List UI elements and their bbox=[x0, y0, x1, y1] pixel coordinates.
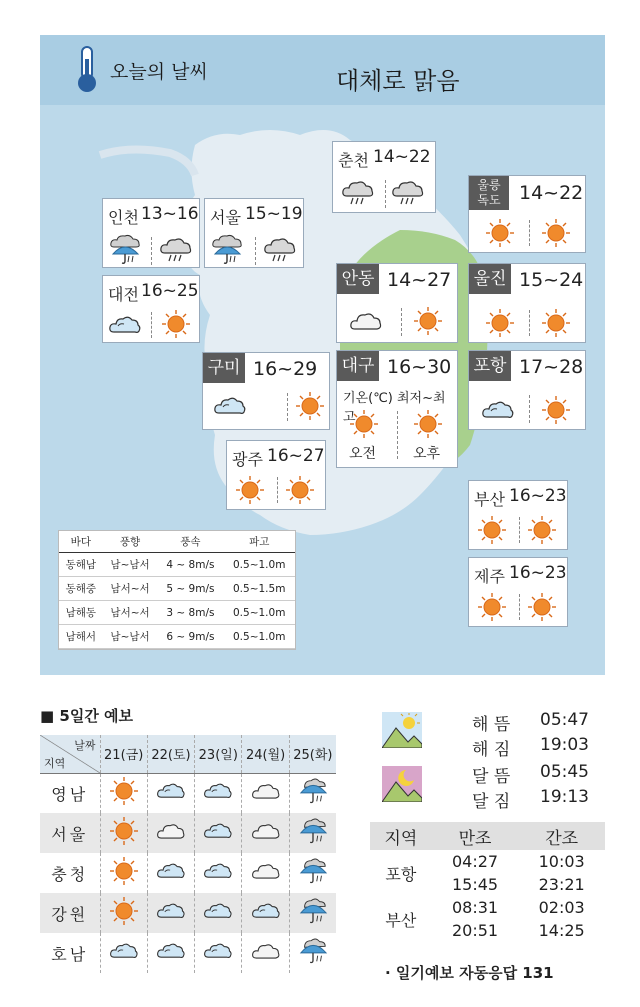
partly-cloudy-icon bbox=[156, 859, 186, 883]
sun-icon bbox=[161, 309, 191, 339]
sun-icon bbox=[527, 592, 557, 622]
forecast-row bbox=[40, 933, 336, 973]
city-temps: 16~29 bbox=[253, 358, 318, 380]
moonrise-label: 달 뜸 bbox=[472, 767, 511, 787]
cloudy-icon bbox=[251, 859, 281, 883]
sea-row bbox=[59, 577, 295, 601]
sea-row bbox=[59, 625, 295, 649]
forecast-cell bbox=[195, 773, 242, 813]
corner-date-label: 날짜 bbox=[74, 739, 96, 752]
forecast-cell bbox=[100, 893, 147, 933]
forecast-cell bbox=[147, 773, 194, 813]
sunset-time: 19:03 bbox=[540, 735, 589, 755]
city-card-ulleung bbox=[468, 175, 586, 253]
city-name: 제주 bbox=[474, 567, 505, 586]
city-tag: 울진 bbox=[469, 264, 511, 294]
pm-label: 오후 bbox=[413, 446, 441, 462]
sea-header: 파고 bbox=[223, 531, 295, 553]
rain-icon bbox=[297, 896, 329, 926]
rain-icon bbox=[297, 816, 329, 846]
partly-cloudy-icon bbox=[109, 939, 139, 963]
city-name: 인천 bbox=[108, 208, 139, 227]
rain-icon bbox=[210, 234, 244, 266]
sea-cell: 5 ~ 9m/s bbox=[157, 577, 223, 601]
tide-header: 지역 bbox=[370, 822, 432, 850]
sun-icon bbox=[477, 515, 507, 545]
city-card-busan bbox=[468, 480, 568, 550]
sea-cell: 0.5~1.0m bbox=[223, 601, 295, 625]
city-temps: 16~25 bbox=[141, 281, 199, 301]
partly-cloudy-icon bbox=[213, 393, 247, 419]
forecast-cell bbox=[147, 893, 194, 933]
tide-region: 부산 bbox=[385, 910, 417, 930]
forecast-date: 23(일) bbox=[195, 735, 242, 773]
city-tag: 포항 bbox=[469, 351, 511, 381]
city-temps: 15~19 bbox=[245, 204, 303, 224]
forecast-date: 25(화) bbox=[289, 735, 336, 773]
forecast-row bbox=[40, 773, 336, 813]
cloudy-icon bbox=[251, 939, 281, 963]
tide-high: 15:45 bbox=[451, 875, 499, 894]
sun-icon bbox=[541, 218, 571, 248]
divider bbox=[151, 237, 152, 265]
forecast-cell bbox=[289, 773, 336, 813]
partly-cloudy-icon bbox=[203, 819, 233, 843]
partly-cloudy-icon bbox=[156, 779, 186, 803]
divider bbox=[287, 393, 288, 421]
sun-icon bbox=[477, 592, 507, 622]
forecast-row bbox=[40, 853, 336, 893]
cloudy-icon bbox=[251, 819, 281, 843]
sun-icon bbox=[235, 475, 265, 505]
sun-icon bbox=[413, 306, 443, 336]
forecast-row bbox=[40, 813, 336, 853]
sea-conditions-table bbox=[58, 530, 296, 650]
sun-icon bbox=[413, 409, 443, 439]
city-card-daejeon bbox=[102, 275, 200, 343]
forecast-region: 영남 bbox=[51, 784, 89, 804]
city-temps: 13~16 bbox=[141, 204, 199, 224]
city-card-incheon bbox=[102, 198, 200, 268]
forecast-row bbox=[40, 893, 336, 933]
divider bbox=[151, 312, 152, 338]
moonset-time: 19:13 bbox=[540, 787, 589, 807]
divider bbox=[385, 180, 386, 208]
storm-icon bbox=[159, 235, 193, 265]
city-name: 대전 bbox=[108, 285, 139, 304]
sea-cell: 남서~서 bbox=[103, 601, 158, 625]
forecast-cell bbox=[100, 773, 147, 813]
forecast-cell bbox=[100, 813, 147, 853]
divider bbox=[255, 237, 256, 265]
tide-low: 14:25 bbox=[538, 921, 585, 940]
sea-cell: 3 ~ 8m/s bbox=[157, 601, 223, 625]
forecast-cell bbox=[195, 893, 242, 933]
tide-low: 23:21 bbox=[538, 875, 585, 894]
city-temps: 15~24 bbox=[519, 269, 584, 291]
partly-cloudy-icon bbox=[203, 899, 233, 923]
city-temps: 14~22 bbox=[519, 182, 584, 204]
storm-icon bbox=[391, 178, 425, 208]
cloudy-icon bbox=[156, 819, 186, 843]
forecast-cell bbox=[242, 813, 289, 853]
sea-cell: 동해중 bbox=[59, 577, 103, 601]
sun-icon bbox=[485, 308, 515, 338]
sun-icon bbox=[541, 308, 571, 338]
tide-low: 02:03 bbox=[538, 898, 585, 917]
city-card-daegu bbox=[336, 350, 458, 468]
sea-cell: 0.5~1.0m bbox=[223, 625, 295, 649]
header-title-left: 오늘의 날씨 bbox=[110, 61, 208, 83]
storm-icon bbox=[263, 235, 297, 265]
sea-cell: 남~남서 bbox=[103, 625, 158, 649]
tide-low: 10:03 bbox=[538, 852, 585, 871]
divider bbox=[397, 411, 398, 459]
city-tag: 대구 bbox=[337, 351, 379, 381]
sea-row bbox=[59, 601, 295, 625]
am-label: 오전 bbox=[349, 446, 377, 462]
tide-header-row bbox=[370, 822, 605, 850]
partly-cloudy-icon bbox=[108, 312, 142, 338]
city-card-andong bbox=[336, 263, 458, 343]
storm-icon bbox=[341, 178, 375, 208]
forecast-region: 서울 bbox=[40, 813, 100, 853]
sea-cell: 4 ~ 8m/s bbox=[157, 553, 223, 577]
divider bbox=[529, 220, 530, 246]
city-card-seoul bbox=[204, 198, 304, 268]
forecast-table bbox=[40, 735, 336, 973]
partly-cloudy-icon bbox=[203, 859, 233, 883]
divider bbox=[519, 517, 520, 543]
sunrise-label: 해 뜸 bbox=[472, 715, 511, 735]
city-temps: 16~27 bbox=[267, 446, 325, 466]
forecast-cell bbox=[147, 813, 194, 853]
sunrise-time: 05:47 bbox=[540, 710, 589, 730]
forecast-title: ■ 5일간 예보 bbox=[40, 707, 134, 725]
forecast-cell bbox=[289, 893, 336, 933]
sun-icon bbox=[349, 409, 379, 439]
sun-icon bbox=[109, 816, 139, 846]
moonrise-time: 05:45 bbox=[540, 762, 589, 782]
city-tag: 구미 bbox=[203, 353, 245, 383]
forecast-date: 22(토) bbox=[147, 735, 194, 773]
city-temps: 16~23 bbox=[509, 563, 567, 583]
moon-icon bbox=[382, 766, 422, 802]
sea-row bbox=[59, 553, 295, 577]
forecast-cell bbox=[242, 933, 289, 973]
partly-cloudy-icon bbox=[481, 397, 515, 423]
sun-icon bbox=[109, 896, 139, 926]
forecast-cell bbox=[242, 893, 289, 933]
sunset-label: 해 짐 bbox=[472, 740, 511, 760]
divider bbox=[519, 594, 520, 620]
sun-icon bbox=[295, 391, 325, 421]
city-tag-line-1: 울릉 bbox=[477, 178, 501, 192]
forecast-cell bbox=[242, 853, 289, 893]
city-name: 서울 bbox=[210, 208, 241, 227]
forecast-cell bbox=[147, 933, 194, 973]
forecast-header-row bbox=[40, 735, 336, 773]
city-temps: 14~22 bbox=[373, 147, 431, 167]
forecast-cell bbox=[289, 853, 336, 893]
sun-icon bbox=[109, 776, 139, 806]
sea-cell: 남서~서 bbox=[103, 577, 158, 601]
moonset-label: 달 짐 bbox=[472, 792, 511, 812]
city-card-chuncheon bbox=[332, 141, 436, 213]
forecast-date: 24(월) bbox=[242, 735, 289, 773]
sea-cell: 동해남 bbox=[59, 553, 103, 577]
city-card-pohang bbox=[468, 350, 586, 430]
forecast-cell bbox=[195, 853, 242, 893]
sea-header: 풍향 bbox=[103, 531, 158, 553]
city-temps: 17~28 bbox=[519, 356, 584, 378]
forecast-cell bbox=[147, 853, 194, 893]
sun-icon bbox=[109, 856, 139, 886]
sea-cell: 남~남서 bbox=[103, 553, 158, 577]
divider bbox=[529, 395, 530, 423]
city-card-uljin bbox=[468, 263, 586, 343]
sea-cell: 0.5~1.5m bbox=[223, 577, 295, 601]
tide-high: 04:27 bbox=[451, 852, 499, 871]
city-name: 광주 bbox=[232, 450, 263, 469]
rain-icon bbox=[297, 856, 329, 886]
tide-header: 간조 bbox=[518, 822, 605, 850]
forecast-cell bbox=[100, 933, 147, 973]
forecast-corner bbox=[40, 735, 100, 773]
forecast-cell bbox=[289, 813, 336, 853]
city-name: 부산 bbox=[474, 490, 505, 509]
sea-header-row bbox=[59, 531, 295, 553]
cloudy-icon bbox=[349, 308, 383, 334]
forecast-cell bbox=[100, 853, 147, 893]
partly-cloudy-icon bbox=[203, 939, 233, 963]
tide-region: 포항 bbox=[385, 864, 417, 884]
city-card-jeju bbox=[468, 557, 568, 627]
forecast-region: 호남 bbox=[51, 944, 89, 964]
tide-table bbox=[370, 822, 605, 942]
forecast-cell bbox=[195, 933, 242, 973]
sea-header: 풍속 bbox=[157, 531, 223, 553]
tide-row bbox=[370, 896, 605, 919]
divider bbox=[277, 477, 278, 503]
partly-cloudy-icon bbox=[156, 939, 186, 963]
city-tag-line-2: 독도 bbox=[477, 193, 501, 207]
city-temps: 16~30 bbox=[387, 356, 452, 378]
city-temps: 14~27 bbox=[387, 269, 452, 291]
forecast-region: 충청 bbox=[51, 864, 89, 884]
divider bbox=[401, 308, 402, 336]
rain-icon bbox=[297, 936, 329, 966]
city-name: 춘천 bbox=[338, 151, 369, 170]
sea-header: 바다 bbox=[59, 531, 103, 553]
divider bbox=[529, 310, 530, 336]
temperature-legend: 기온(℃) 최저~최고 bbox=[343, 391, 446, 425]
rain-icon bbox=[297, 776, 329, 806]
sea-cell: 0.5~1.0m bbox=[223, 553, 295, 577]
sun-icon bbox=[527, 515, 557, 545]
sun-icon bbox=[285, 475, 315, 505]
city-card-gwangju bbox=[226, 440, 326, 510]
city-temps: 16~23 bbox=[509, 486, 567, 506]
sun-icon bbox=[541, 395, 571, 425]
sunrise-icon bbox=[382, 712, 422, 748]
forecast-date: 21(금) bbox=[100, 735, 147, 773]
corner-region-label: 지역 bbox=[44, 756, 66, 770]
weather-map-panel bbox=[40, 35, 605, 675]
thermometer-icon bbox=[72, 45, 102, 95]
partly-cloudy-icon bbox=[251, 899, 281, 923]
sea-cell: 남해서 bbox=[59, 625, 103, 649]
rain-icon bbox=[108, 234, 142, 266]
city-tag: 안동 bbox=[337, 264, 379, 294]
forecast-hotline: · 일기예보 자동응답 131 bbox=[385, 964, 554, 982]
cloudy-icon bbox=[251, 779, 281, 803]
tide-high: 20:51 bbox=[451, 921, 499, 940]
tide-header: 만조 bbox=[432, 822, 519, 850]
tide-row bbox=[370, 850, 605, 873]
city-tag bbox=[469, 176, 509, 210]
city-card-gumi bbox=[202, 352, 330, 430]
sea-cell: 6 ~ 9m/s bbox=[157, 625, 223, 649]
tide-high: 08:31 bbox=[451, 898, 499, 917]
partly-cloudy-icon bbox=[156, 899, 186, 923]
forecast-cell bbox=[289, 933, 336, 973]
sun-icon bbox=[485, 218, 515, 248]
sea-cell: 남해동 bbox=[59, 601, 103, 625]
forecast-cell bbox=[242, 773, 289, 813]
forecast-region: 강원 bbox=[40, 893, 100, 933]
forecast-cell bbox=[195, 813, 242, 853]
partly-cloudy-icon bbox=[203, 779, 233, 803]
header-title-right: 대체로 맑음 bbox=[336, 67, 460, 95]
